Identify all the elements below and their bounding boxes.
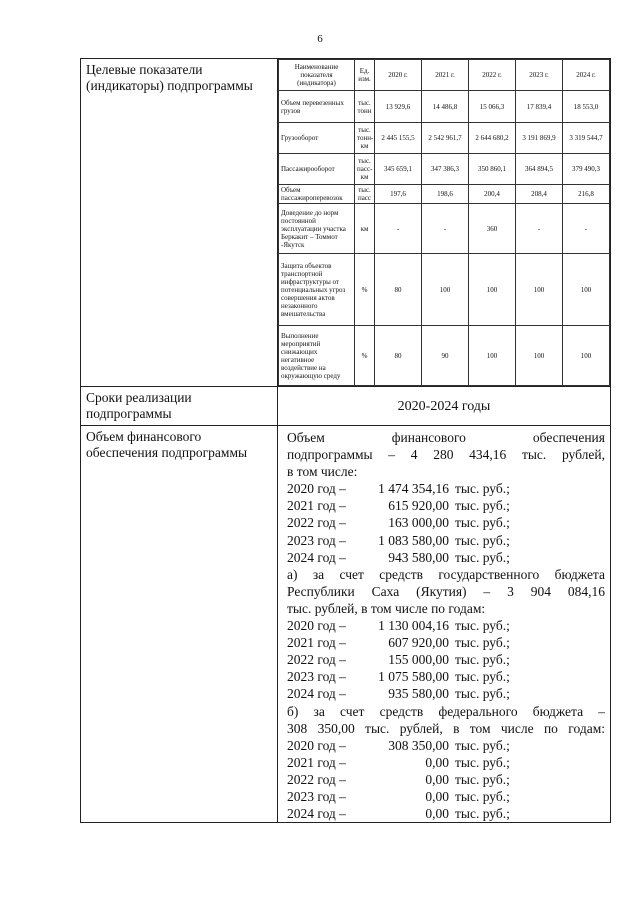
indicator-value: 364 894,5 — [516, 154, 563, 185]
year-unit: тыс. руб.; — [455, 806, 510, 822]
indicators-body — [279, 91, 610, 386]
indicator-value: 100 — [563, 254, 610, 326]
year-amount: 0,00 — [425, 788, 449, 804]
year-label: 2021 год – — [287, 498, 346, 514]
year-amount-line — [287, 497, 605, 514]
indicator-row — [279, 185, 610, 204]
indicator-value: 100 — [469, 254, 516, 326]
indicator-value: - — [375, 204, 422, 254]
year-amount-line — [287, 754, 605, 771]
year-unit: тыс. руб.; — [455, 669, 510, 685]
year-amount-line — [287, 532, 605, 549]
year-label: 2020 год – — [287, 481, 346, 497]
indicator-value: 360 — [469, 204, 516, 254]
indicator-row — [279, 254, 610, 326]
indicator-value: 13 929,6 — [375, 91, 422, 123]
year-unit: тыс. руб.; — [455, 737, 510, 753]
targets-row — [81, 59, 611, 387]
finance-row — [81, 426, 611, 823]
indicators-table — [278, 59, 610, 386]
indicator-value: 100 — [516, 326, 563, 386]
finance-intro-line1: Объем финансового обеспечения — [287, 430, 605, 445]
indicator-name: Грузооборот — [279, 123, 355, 154]
targets-cell — [278, 59, 611, 387]
year-amount-line — [287, 685, 605, 702]
year-amount-line — [287, 651, 605, 668]
year-amount: 1 075 580,00 — [378, 669, 449, 685]
indicator-value: 345 659,1 — [375, 154, 422, 185]
year-amount-line — [287, 617, 605, 634]
header-2023: 2023 г. — [516, 60, 563, 91]
year-amount: 935 580,00 — [388, 686, 449, 702]
indicator-value: 18 553,0 — [563, 91, 610, 123]
year-amount: 1 083 580,00 — [378, 532, 449, 548]
indicator-unit: тыс. тонн-км — [355, 123, 375, 154]
year-amount-line — [287, 634, 605, 651]
period-label: Сроки реализации подпрограммы — [81, 387, 278, 426]
header-unit: Ед. изм. — [355, 60, 375, 91]
indicator-unit: % — [355, 254, 375, 326]
indicator-name: Доведение до норм постоянной эксплуатации участка Беркакит – Томмот -Якутск — [279, 204, 355, 254]
year-amount-line — [287, 668, 605, 685]
year-amount-line — [287, 771, 605, 788]
indicator-value: 2 542 961,7 — [422, 123, 469, 154]
finance-intro-line3: в том числе: — [287, 464, 358, 480]
header-2024: 2024 г. — [563, 60, 610, 91]
indicator-name: Пассажирооборот — [279, 154, 355, 185]
indicator-row — [279, 204, 610, 254]
year-unit: тыс. руб.; — [455, 771, 510, 787]
indicator-value: 17 839,4 — [516, 91, 563, 123]
indicator-value: 2 644 680,2 — [469, 123, 516, 154]
year-unit: тыс. руб.; — [455, 788, 510, 804]
year-amount-line — [287, 514, 605, 531]
year-unit: тыс. руб.; — [455, 652, 510, 668]
year-label: 2023 год – — [287, 788, 346, 804]
period-row — [81, 387, 611, 426]
indicator-value: 15 066,3 — [469, 91, 516, 123]
year-unit: тыс. руб.; — [455, 754, 510, 770]
indicator-value: 379 490,3 — [563, 154, 610, 185]
finance-a-line1: а) за счет средств государственного бюджета — [287, 566, 605, 582]
year-label: 2020 год – — [287, 618, 346, 634]
subprogram-passport-table — [80, 58, 611, 823]
indicator-unit: тыс. тонн — [355, 91, 375, 123]
indicator-value: 3 319 544,7 — [563, 123, 610, 154]
year-label: 2021 год – — [287, 635, 346, 651]
header-2021: 2021 г. — [422, 60, 469, 91]
indicator-unit: % — [355, 326, 375, 386]
targets-label: Целевые показатели (индикаторы) подпрограммы — [81, 59, 278, 387]
indicator-name: Объем перевезенных грузов — [279, 91, 355, 123]
year-amount: 308 350,00 — [388, 737, 449, 753]
year-amount-line — [287, 549, 605, 566]
year-amount: 155 000,00 — [388, 652, 449, 668]
year-unit: тыс. руб.; — [455, 635, 510, 651]
year-amount-line — [287, 480, 605, 497]
year-label: 2024 год – — [287, 549, 346, 565]
indicator-value: 197,6 — [375, 185, 422, 204]
indicator-row — [279, 123, 610, 154]
indicator-value: - — [422, 204, 469, 254]
indicator-name: Выполнение мероприятий снижающих негативное воздействие на окружающую среду — [279, 326, 355, 386]
year-amount-line — [287, 805, 605, 822]
year-label: 2022 год – — [287, 515, 346, 531]
year-amount: 0,00 — [425, 771, 449, 787]
indicator-value: 100 — [422, 254, 469, 326]
period-value: 2020-2024 годы — [278, 387, 611, 426]
year-label: 2020 год – — [287, 737, 346, 753]
state-budget-by-years — [287, 617, 605, 702]
year-amount: 615 920,00 — [388, 498, 449, 514]
year-unit: тыс. руб.; — [455, 532, 510, 548]
indicator-value: 90 — [422, 326, 469, 386]
indicator-value: - — [516, 204, 563, 254]
indicator-value: 347 386,3 — [422, 154, 469, 185]
finance-a-line2: Республики Саха (Якутия) – 3 904 084,16 — [287, 583, 605, 599]
finance-label: Объем финансового обеспечения подпрограммы — [81, 426, 278, 823]
year-amount: 943 580,00 — [388, 549, 449, 565]
year-label: 2024 год – — [287, 806, 346, 822]
indicator-name: Объем пассажироперевозок — [279, 185, 355, 204]
indicator-value: 2 445 155,5 — [375, 123, 422, 154]
year-label: 2022 год – — [287, 652, 346, 668]
year-label: 2024 год – — [287, 686, 346, 702]
indicator-value: 14 486,8 — [422, 91, 469, 123]
indicator-value: 80 — [375, 326, 422, 386]
indicator-unit: тыс. пасс-км — [355, 154, 375, 185]
indicator-value: 216,8 — [563, 185, 610, 204]
year-amount: 607 920,00 — [388, 635, 449, 651]
indicator-value: 100 — [563, 326, 610, 386]
year-amount: 0,00 — [425, 806, 449, 822]
page-number: 6 — [317, 33, 323, 45]
year-label: 2023 год – — [287, 669, 346, 685]
indicator-value: 200,4 — [469, 185, 516, 204]
indicator-row — [279, 91, 610, 123]
indicator-value: 208,4 — [516, 185, 563, 204]
finance-intro-line2: подпрограммы – 4 280 434,16 тыс. рублей, — [287, 447, 605, 463]
year-label: 2021 год – — [287, 754, 346, 770]
year-amount: 1 474 354,16 — [378, 481, 449, 497]
year-amount-line — [287, 788, 605, 805]
indicator-value: 198,6 — [422, 185, 469, 204]
indicator-row — [279, 326, 610, 386]
year-unit: тыс. руб.; — [455, 498, 510, 514]
indicator-value: 3 191 869,9 — [516, 123, 563, 154]
finance-b-line1: б) за счет средств федерального бюджета – — [287, 703, 605, 719]
indicator-unit: тыс. пасс — [355, 185, 375, 204]
finance-a-line3: тыс. рублей, в том числе по годам: — [287, 600, 486, 616]
indicator-value: - — [563, 204, 610, 254]
year-unit: тыс. руб.; — [455, 515, 510, 531]
finance-text — [278, 426, 611, 823]
indicator-value: 80 — [375, 254, 422, 326]
header-indicator: Наименование показателя (индикатора) — [279, 60, 355, 91]
year-amount-line — [287, 737, 605, 754]
indicator-name: Защита объектов транспортной инфраструктуры от потенциальных угроз совершения актов незаконного вмешательства — [279, 254, 355, 326]
indicator-unit: км — [355, 204, 375, 254]
federal-budget-by-years — [287, 737, 605, 822]
indicator-value: 350 860,1 — [469, 154, 516, 185]
total-by-years — [287, 480, 605, 565]
year-unit: тыс. руб.; — [455, 549, 510, 565]
year-label: 2022 год – — [287, 771, 346, 787]
year-amount: 1 130 004,16 — [378, 618, 449, 634]
header-2022: 2022 г. — [469, 60, 516, 91]
year-amount: 0,00 — [425, 754, 449, 770]
indicators-header-row — [279, 60, 610, 91]
year-amount: 163 000,00 — [388, 515, 449, 531]
indicator-value: 100 — [516, 254, 563, 326]
indicator-value: 100 — [469, 326, 516, 386]
indicator-row — [279, 154, 610, 185]
year-unit: тыс. руб.; — [455, 618, 510, 634]
header-2020: 2020 г. — [375, 60, 422, 91]
year-label: 2023 год – — [287, 532, 346, 548]
finance-b-line2: 308 350,00 тыс. рублей, в том числе по годам: — [287, 720, 605, 736]
year-unit: тыс. руб.; — [455, 686, 510, 702]
year-unit: тыс. руб.; — [455, 481, 510, 497]
